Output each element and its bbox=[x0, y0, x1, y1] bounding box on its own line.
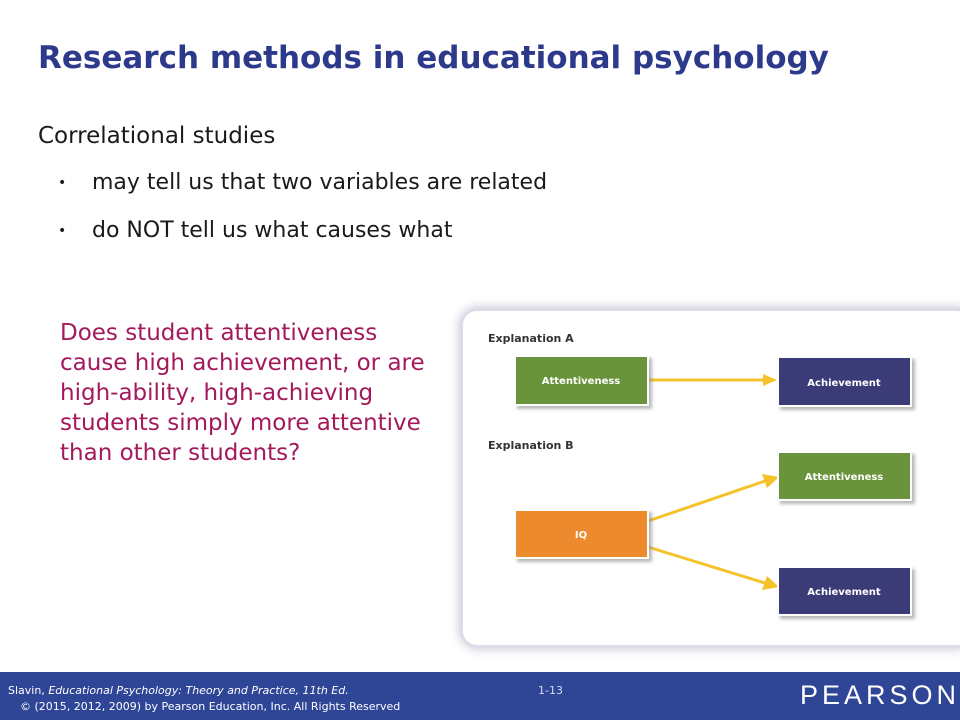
question-text: Does student attentiveness cause high achievement, or are high-ability, high-achieving students simply more attentive than other students? bbox=[60, 320, 425, 466]
citation-book: Educational Psychology: Theory and Practice, 11th Ed. bbox=[48, 684, 349, 697]
bullet-icon: • bbox=[58, 223, 67, 239]
diagram-svg bbox=[463, 311, 960, 645]
achievement-label-b: Achievement bbox=[807, 587, 881, 598]
explanation-a-label: Explanation A bbox=[488, 332, 574, 345]
bullet-item bbox=[58, 170, 547, 195]
arrow-b-bottom-head bbox=[762, 576, 779, 590]
iq-label: IQ bbox=[574, 530, 588, 541]
bullet-text: do NOT tell us what causes what bbox=[92, 218, 453, 243]
copyright: © (2015, 2012, 2009) by Pearson Education, Inc. All Rights Reserved bbox=[20, 700, 401, 713]
bullet-icon: • bbox=[58, 175, 67, 191]
page-number: 1-13 bbox=[538, 684, 563, 697]
arrow-b-top-line bbox=[648, 481, 765, 521]
section-heading: Correlational studies bbox=[38, 123, 276, 149]
footer-bar bbox=[0, 672, 960, 720]
bullet-item bbox=[58, 218, 452, 243]
arrow-b-bottom-line bbox=[648, 547, 765, 583]
citation-author: Slavin, bbox=[8, 684, 49, 697]
achievement-label-a: Achievement bbox=[807, 378, 881, 389]
arrow-a-head bbox=[763, 374, 777, 386]
bullet-text: may tell us that two variables are related bbox=[92, 170, 548, 195]
attentiveness-label-b: Attentiveness bbox=[804, 472, 884, 483]
pearson-logo: PEARSON bbox=[800, 680, 960, 710]
citation bbox=[8, 684, 349, 697]
explanation-b-label: Explanation B bbox=[488, 439, 574, 452]
arrow-b-top-head bbox=[762, 474, 779, 488]
causation-diagram bbox=[463, 311, 960, 645]
attentiveness-label-a: Attentiveness bbox=[541, 376, 621, 387]
slide-title: Research methods in educational psychology bbox=[38, 40, 829, 76]
